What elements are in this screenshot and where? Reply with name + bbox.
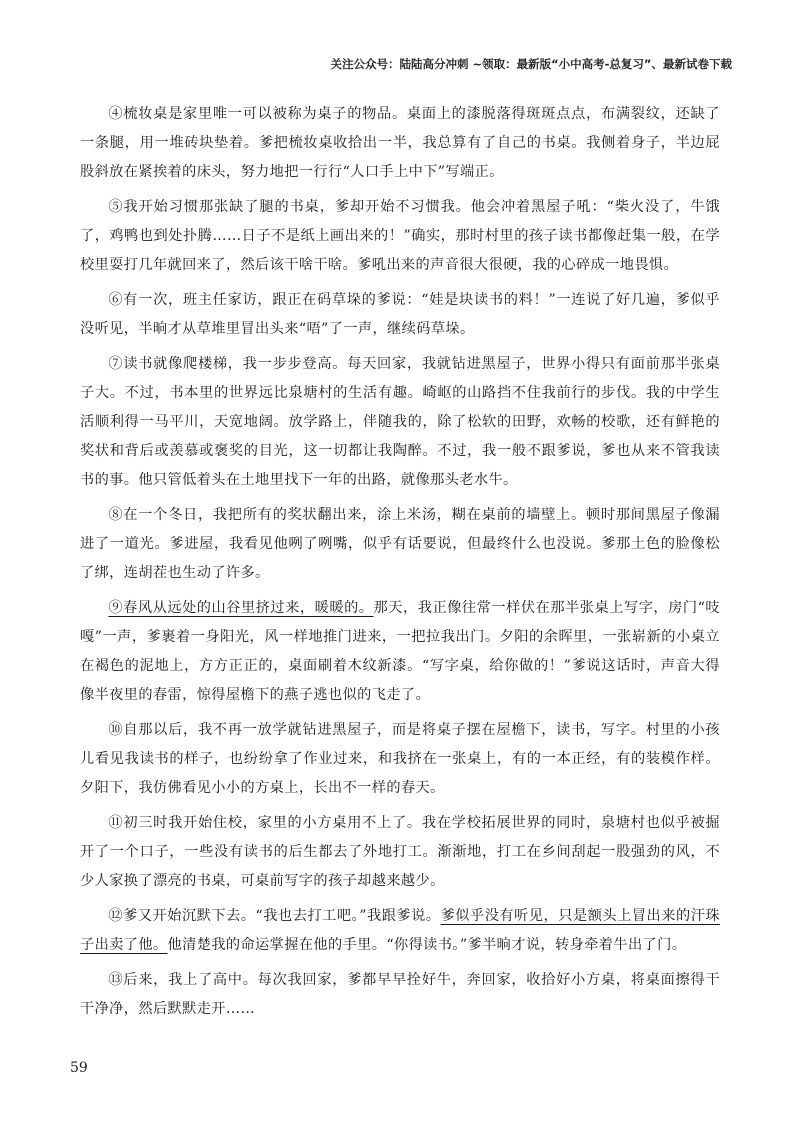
page-header: 关注公众号：陆陆高分冲刺 ~领取：最新版“小中高考-总复习”、最新试卷下载: [330, 57, 732, 71]
paragraph-8: ⑧在一个冬日，我把所有的奖状翻出来，涂上米汤，糊在桌前的墙壁上。顿时那间黑屋子像漏进了一道光。爹进屋，我看见他咧了咧嘴，似乎有话要说，但最终什么也没说。爹那土色的脸像松了绑，连胡茬也生动了许多。: [80, 507, 720, 581]
paragraph-10: ⑩自那以后，我不再一放学就钻进黑屋子，而是将桌子摆在屋檐下，读书，写字。村里的小孩儿看见我读书的样子，也纷纷拿了作业过来，和我挤在一张桌上，有的一本正经，有的装模作样。夕阳下，我仿佛看见小小的方桌上，长出不一样的春天。: [80, 722, 720, 796]
paragraph-13: ⑬后来，我上了高中。每次我回家，爹都早早拴好牛，奔回家，收拾好小方桌，将桌面擦得干干净净，然后默默走开……: [80, 972, 720, 1017]
paragraph-7: ⑦读书就像爬楼梯，我一步步登高。每天回家，我就钻进黑屋子，世界小得只有面前那半张桌子大。不过，书本里的世界远比泉塘村的生活有趣。崎岖的山路挡不住我前行的步伐。我的中学生活顺利得一马平川，天宽地阔。放学路上，伴随我的，除了松软的田野，欢畅的校歌，还有鲜艳的奖状和背后或羡慕或褒奖的目光，这一切都让我陶醉。不过，我一般不跟爹说，爹也从来不管我读书的事。他只管低着头在土地里找下一年的出路，就像那头老水牛。: [80, 356, 720, 488]
underlined-sentence: ⑨春风从远处的山谷里挤过来，暖暖的。: [108, 600, 374, 616]
paragraph-4: ④梳妆桌是家里唯一可以被称为桌子的物品。桌面上的漆脱落得斑斑点点，布满裂纹，还缺了一条腿，用一堆砖块垫着。爹把梳妆桌收拾出一半，我总算有了自己的书桌。我侧着身子，半边屁股斜放在紧挨着的床头，努力地把一行行“人口手上中下”写端正。: [80, 106, 720, 180]
paragraph-12: ⑫爹又开始沉默下去。“我也去打工吧。”我跟爹说。爹似乎没有听见，只是额头上冒出来的汗珠子出卖了他。他清楚我的命运掌握在他的手里。“你得读书。”爹半晌才说，转身牵着牛出了门。: [80, 908, 720, 953]
page-number: 59: [70, 1060, 88, 1076]
paragraph-9: ⑨春风从远处的山谷里挤过来，暖暖的。那天，我正像往常一样伏在那半张桌上写字，房门“吱嘎”一声，爹裹着一身阳光，风一样地推门进来，一把拉我出门。夕阳的余晖里，一张崭新的小桌立在褐色的泥地上，方方正正的，桌面刷着木纹新漆。“写字桌，给你做的！”爹说这话时，声音大得像半夜里的春雷，惊得屋檐下的燕子逃也似的飞走了。: [80, 600, 721, 703]
paragraph-11: ⑪初三时我开始住校，家里的小方桌用不上了。我在学校拓展世界的同时，泉塘村也似乎被掘开了一个口子，一些没有读书的后生都去了外地打工。渐渐地，打工在乡间刮起一股强劲的风，不少人家换了漂亮的书桌，可桌前写字的孩子却越来越少。: [80, 815, 720, 889]
underlined-sentence: 爹似乎没有听见，只是额头上冒出来的汗珠子出卖了他。: [80, 908, 720, 953]
paragraph-6: ⑥有一次，班主任家访，跟正在码草垛的爹说：“娃是块读书的料！”一连说了好几遍，爹似乎没听见，半晌才从草堆里冒出头来“唔”了一声，继续码草垛。: [80, 292, 720, 337]
paragraph-5: ⑤我开始习惯那张缺了腿的书桌，爹却开始不习惯我。他会冲着黑屋子吼：“柴火没了，牛饿了，鸡鸭也到处扑腾……日子不是纸上画出来的！”确实，那时村里的孩子读书都像赶集一般，在学校里耍打几年就回来了，然后该干啥干啥。爹吼出来的声音很大很硬，我的心碎成一地畏惧。: [80, 199, 720, 273]
article-body: [80, 100, 720, 1030]
